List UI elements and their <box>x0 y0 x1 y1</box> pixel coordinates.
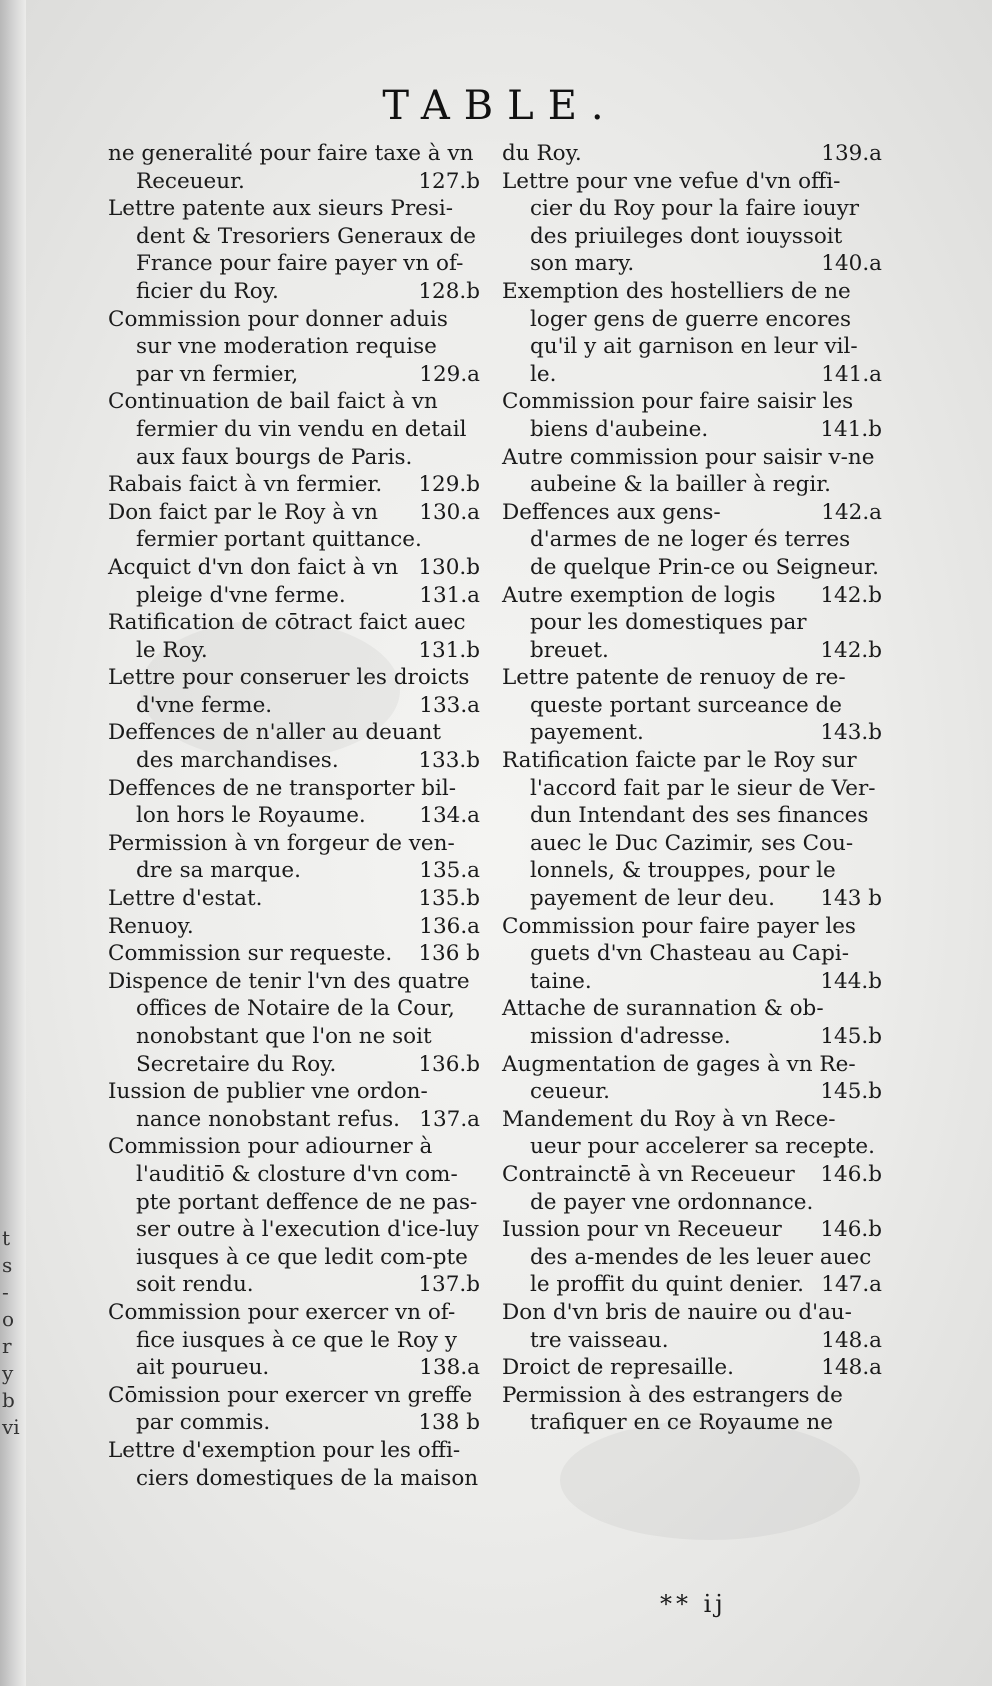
table-entry <box>108 1437 480 1492</box>
entry-text: Commission pour donner aduis sur vne moderation requise par vn fermier, <box>108 306 448 387</box>
entry-folio-number: 135.b <box>418 886 480 912</box>
table-entry <box>108 140 480 195</box>
table-entry <box>502 747 882 913</box>
entry-text: Renuoy. <box>108 913 194 939</box>
entry-folio-number: 136.a <box>419 913 480 939</box>
table-entry <box>502 444 882 525</box>
entry-folio-number: 139.a <box>821 141 882 166</box>
entry-text: Lettre pour vne vefue d'vn offi-cier du Roy pour la faire iouyr des priuileges dont iouyssoit son mary. <box>502 168 860 277</box>
entry-folio-number: 137.b <box>418 1272 480 1298</box>
entry-text: Dispence de tenir l'vn des quatre offices de Notaire de la Cour, nonobstant que l'on ne soit Secretaire du Roy. <box>108 968 470 1077</box>
table-entry <box>502 1354 882 1382</box>
table-entry <box>502 664 882 747</box>
entry-folio-number: 144.b <box>820 968 882 994</box>
entry-text: Exemption des hostelliers de ne loger gens de guerre encores qu'il y ait garnison en leur vil-le. <box>502 278 858 387</box>
entry-text: Autre exemption de logis pour les domestiques par breuet. <box>502 582 807 663</box>
entry-folio-number: 130.b <box>418 554 480 580</box>
right-column <box>502 140 882 1437</box>
entry-text: du Roy. <box>502 141 582 166</box>
entry-text: Iussion de publier vne ordon-nance nonobstant refus. <box>108 1079 428 1132</box>
table-entry <box>108 471 480 525</box>
table-entry <box>502 1161 882 1243</box>
table-entry <box>108 1299 480 1382</box>
table-entry <box>108 775 480 830</box>
table-entry <box>502 388 882 443</box>
entry-text: Commission pour exercer vn of-fice iusques à ce que le Roy y ait pourueu. <box>108 1299 458 1381</box>
gutter-mark: - <box>2 1280 9 1304</box>
table-entry <box>108 885 480 913</box>
entry-folio-number: 129.a <box>419 361 480 387</box>
entry-text: Mandement du Roy à vn Rece-ueur pour accelerer sa recepte. <box>502 1106 875 1160</box>
paper-stain <box>560 1420 860 1540</box>
entry-text: Lettre pour conseruer les droicts d'vne ferme. <box>108 665 470 718</box>
entry-folio-number: 145.b <box>820 1024 882 1049</box>
table-entry <box>108 719 480 774</box>
entry-text: Permission à des estrangers de trafiquer en ce Royaume ne <box>502 1382 843 1436</box>
entry-folio-number: 133.a <box>419 692 480 718</box>
table-entry <box>502 168 882 278</box>
table-entry <box>502 1299 882 1354</box>
entry-folio-number: 143.b <box>820 720 882 746</box>
entry-folio-number: 146.b <box>820 1217 882 1243</box>
gutter-mark: s <box>2 1253 13 1277</box>
entry-text: Attache de surannation & ob-mission d'adresse. <box>502 996 824 1049</box>
table-entry <box>108 664 480 719</box>
entry-text: Ratification de cōtract faict auec le Roy. <box>108 610 466 663</box>
entry-folio-number: 128.b <box>418 278 480 304</box>
entry-folio-number: 147.a <box>821 1272 882 1298</box>
entry-folio-number: 130.a <box>419 499 480 525</box>
entry-folio-number: 142.b <box>820 637 882 663</box>
left-column <box>108 140 480 1492</box>
table-entry <box>108 499 480 580</box>
entry-folio-number: 138.a <box>419 1355 480 1381</box>
entry-text: Lettre patente de renuoy de re-queste portant surceance de payement. <box>502 665 846 746</box>
gutter-mark: vi <box>2 1415 20 1439</box>
gutter-mark: r <box>2 1334 12 1358</box>
entry-text: Lettre d'exemption pour les offi-ciers domestiques de la maison <box>108 1437 479 1491</box>
entry-folio-number: 148.a <box>821 1327 882 1353</box>
entry-text: Augmentation de gages à vn Re-ceueur. <box>502 1051 856 1105</box>
gutter-mark: o <box>2 1307 15 1331</box>
entry-text: Acquict d'vn don faict à vn pleige d'vne ferme. <box>108 554 399 608</box>
entry-text: Lettre patente aux sieurs Presi-dent & Tresoriers Generaux de France pour faire payer vn of-ficier du Roy. <box>108 196 476 304</box>
gutter-mark: y <box>2 1361 14 1385</box>
entry-folio-number: 145.b <box>820 1079 882 1105</box>
entry-folio-number: 136.b <box>418 1051 480 1077</box>
entry-text: Don faict par le Roy à vn fermier portant quittance. <box>108 499 422 553</box>
entry-text: Commission pour adiourner à l'auditiō & closture d'vn com-pte portant deffence de ne pas-ser outre à l'execution d'ice-luy iusques à ce que ledit com-pte soit rendu. <box>108 1134 479 1298</box>
table-entry <box>108 830 480 885</box>
table-entry <box>108 1382 480 1437</box>
entry-text: Lettre d'estat. <box>108 886 263 912</box>
table-entry <box>108 609 480 664</box>
entry-folio-number: 138 b <box>418 1410 480 1436</box>
gutter-mark: t <box>2 1226 11 1250</box>
entry-folio-number: 135.a <box>419 858 480 884</box>
table-entry <box>502 1051 882 1106</box>
entry-text: Deffences de ne transporter bil-lon hors le Royaume. <box>108 775 457 829</box>
entry-folio-number: 137.a <box>419 1106 480 1132</box>
table-entry <box>502 913 882 996</box>
entry-folio-number: 136 b <box>418 941 480 967</box>
entry-text: Ratification faicte par le Roy sur l'accord fait par le sieur de Ver-dun Intendant des ses finances auec le Duc Cazimir, ses Cou-lonnels, & trouppes, pour le payement de leur deu. <box>502 748 876 912</box>
entry-folio-number: 131.a <box>419 582 480 608</box>
table-entry <box>502 499 882 608</box>
entry-folio-number: 146.b <box>820 1161 882 1187</box>
entry-text: Permission à vn forgeur de ven-dre sa marque. <box>108 830 455 884</box>
entry-folio-number: 142.b <box>820 582 882 608</box>
entry-text: Commission pour faire saisir les biens d'aubeine. <box>502 389 854 442</box>
entry-text: Deffences aux gens-d'armes de ne loger és terres de quelque Prin-ce ou Seigneur. <box>502 499 879 580</box>
entry-folio-number: 127.b <box>418 168 480 194</box>
signature-mark: ** ij <box>660 1590 727 1618</box>
table-entry <box>502 278 882 388</box>
entry-text: Don d'vn bris de nauire ou d'au-tre vaisseau. <box>502 1299 852 1353</box>
entry-text: Iussion pour vn Receueur des a-mendes de les leuer auec le proffit du quint denier. <box>502 1217 872 1298</box>
entry-folio-number: 141.b <box>820 416 882 442</box>
table-entry <box>108 195 480 305</box>
facing-page-marks <box>2 1225 22 1441</box>
entry-text: Contrainctē à vn Receueur de payer vne ordonnance. <box>502 1161 814 1215</box>
entry-text: Commission sur requeste. <box>108 941 393 967</box>
entry-folio-number: 142.a <box>821 499 882 525</box>
entry-text: Droict de represaille. <box>502 1355 734 1381</box>
entry-text: Deffences de n'aller au deuant des marchandises. <box>108 720 442 774</box>
entry-text: Continuation de bail faict à vn fermier du vin vendu en detail aux faux bourgs de Paris. <box>108 389 467 470</box>
table-entry <box>502 1106 882 1187</box>
entry-text: ne generalité pour faire taxe à vn Receueur. <box>108 141 474 194</box>
entry-folio-number: 140.a <box>821 251 882 277</box>
page-title: TABLE. <box>382 83 618 129</box>
entry-text: Rabais faict à vn fermier. <box>108 472 383 498</box>
entry-text: Autre commission pour saisir v-ne aubeine & la bailler à regir. <box>502 444 875 498</box>
entry-folio-number: 143 b <box>820 886 882 912</box>
table-entry <box>502 582 882 665</box>
table-entry <box>502 1382 882 1437</box>
table-entry <box>502 1216 882 1299</box>
table-entry <box>108 554 480 609</box>
entry-folio-number: 129.b <box>418 472 480 498</box>
table-entry <box>502 140 882 168</box>
table-entry <box>108 1078 480 1133</box>
table-entry <box>108 913 480 941</box>
gutter-mark: b <box>2 1388 15 1412</box>
table-entry <box>502 995 882 1050</box>
table-entry <box>108 1133 480 1299</box>
table-entry <box>108 940 480 968</box>
entry-folio-number: 141.a <box>821 361 882 387</box>
entry-folio-number: 131.b <box>418 637 480 663</box>
entry-folio-number: 133.b <box>418 748 480 774</box>
entry-text: Cōmission pour exercer vn greffe par commis. <box>108 1382 473 1436</box>
entry-text: Commission pour faire payer les guets d'vn Chasteau au Capi-taine. <box>502 913 856 994</box>
entry-folio-number: 134.a <box>419 803 480 829</box>
binding-gutter <box>0 0 26 1686</box>
entry-folio-number: 148.a <box>821 1355 882 1381</box>
table-entry <box>108 968 480 1078</box>
table-entry <box>108 306 480 389</box>
